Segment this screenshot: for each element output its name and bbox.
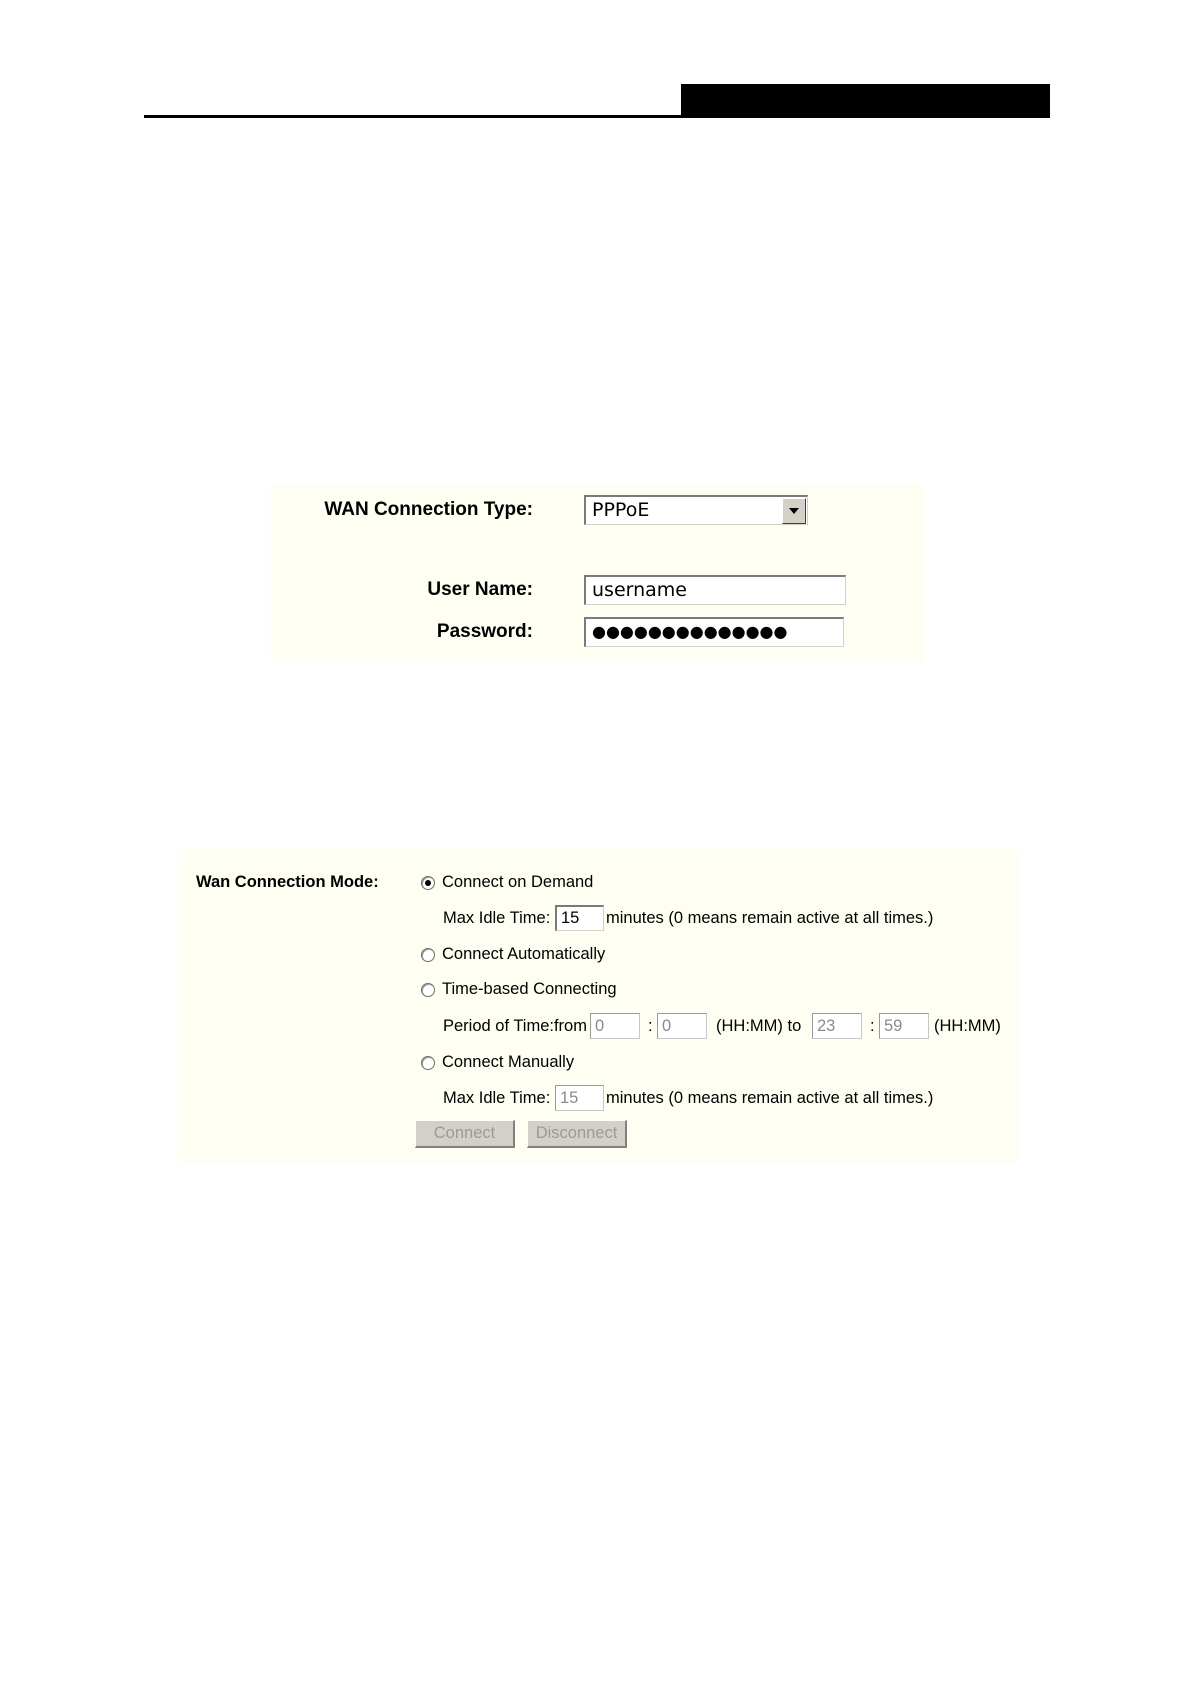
wan-connection-mode-panel [182,853,1014,1158]
to-minute-input[interactable]: 59 [879,1013,929,1039]
manual-max-idle-time-label: Max Idle Time: [443,1089,551,1107]
chevron-down-icon[interactable] [782,498,806,524]
manual-max-idle-time-input[interactable]: 15 [555,1085,604,1111]
connect-automatically-radio[interactable] [421,948,435,962]
max-idle-time-label: Max Idle Time: [443,909,551,927]
disconnect-button[interactable]: Disconnect [527,1120,627,1148]
user-name-label: User Name: [427,579,533,600]
connect-on-demand-label: Connect on Demand [442,873,594,891]
wan-connection-type-label: WAN Connection Type: [324,499,533,520]
period-of-time-label: Period of Time:from [443,1017,587,1035]
from-colon: : [648,1017,653,1035]
hhmm-label: (HH:MM) [934,1017,1001,1035]
hhmm-to-label: (HH:MM) to [716,1017,802,1035]
connect-manually-label: Connect Manually [442,1053,575,1071]
time-based-connecting-radio[interactable] [421,983,435,997]
from-hour-input[interactable]: 0 [590,1013,640,1039]
max-idle-time-hint: minutes (0 means remain active at all times.) [606,909,934,927]
password-input[interactable]: ●●●●●●●●●●●●●● [584,617,844,647]
header-rule [144,115,1050,118]
connect-automatically-label: Connect Automatically [442,945,606,963]
from-minute-input[interactable]: 0 [657,1013,707,1039]
wan-connection-type-value: PPPoE [592,499,650,521]
user-name-input[interactable]: username [584,575,846,605]
time-based-connecting-label: Time-based Connecting [442,980,617,998]
to-colon: : [870,1017,875,1035]
wan-connection-mode-label: Wan Connection Mode: [196,873,379,891]
connect-manually-radio[interactable] [421,1056,435,1070]
password-label: Password: [436,621,533,642]
connect-button[interactable]: Connect [415,1120,515,1148]
header-block [681,84,1050,118]
max-idle-time-input[interactable]: 15 [555,905,604,931]
wan-connection-type-select[interactable] [584,495,808,525]
manual-max-idle-time-hint: minutes (0 means remain active at all times.) [606,1089,934,1107]
to-hour-input[interactable]: 23 [812,1013,862,1039]
connect-on-demand-radio[interactable] [421,876,435,890]
